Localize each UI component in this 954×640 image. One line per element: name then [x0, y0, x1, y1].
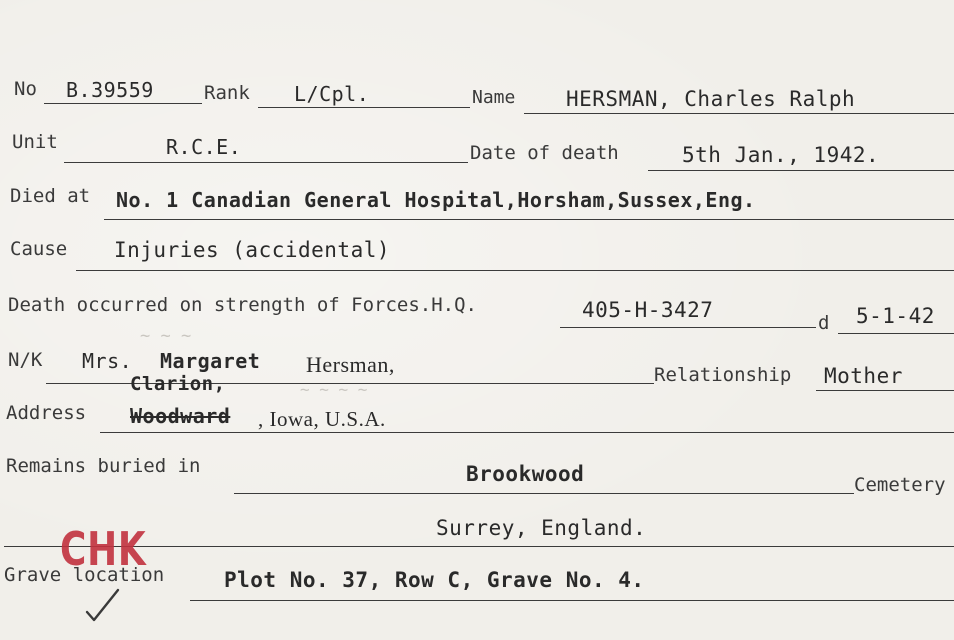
d-label: d [818, 312, 830, 334]
unit-label: Unit [12, 131, 58, 153]
unit-value: R.C.E. [166, 135, 242, 159]
rank-line [258, 107, 470, 108]
name-value: HERSMAN, Charles Ralph [566, 87, 856, 111]
no-line [44, 103, 202, 104]
date-line [648, 170, 954, 171]
grave-line [190, 600, 954, 601]
grave-location-value: Plot No. 37, Row C, Grave No. 4. [224, 568, 645, 592]
date-of-death-label: Date of death [470, 142, 619, 164]
relationship-label: Relationship [654, 364, 792, 386]
died-at-line [104, 219, 954, 220]
chk-stamp: CHK [60, 522, 147, 576]
d-value: 5-1-42 [856, 304, 935, 328]
service-number: B.39559 [66, 78, 154, 102]
died-at-label: Died at [10, 185, 91, 207]
faint-bleed-through-mark: ~ ~ ~ ~ [300, 380, 368, 399]
address-line [100, 432, 954, 433]
address-label: Address [6, 402, 87, 424]
faint-bleed-through-mark: ~ ~ ~ [140, 326, 192, 346]
next-of-kin-prefix: Mrs. [82, 349, 133, 373]
relationship-value: Mother [824, 364, 903, 388]
strength-line [560, 327, 816, 328]
relationship-line [816, 390, 954, 391]
name-label: Name [472, 87, 516, 108]
check-mark-icon [84, 586, 124, 626]
unit-line [64, 162, 468, 163]
next-of-kin-inserted-name: Margaret [160, 349, 261, 373]
forces-file-number: 405-H-3427 [582, 298, 714, 322]
rank-value: L/Cpl. [294, 82, 370, 106]
cause-label: Cause [10, 238, 68, 260]
d-line [838, 333, 954, 334]
died-at-value: No. 1 Canadian General Hospital,Horsham,Sussex,Eng. [116, 188, 756, 212]
no-label: No [14, 78, 37, 100]
next-of-kin-label: N/K [8, 349, 43, 371]
cemetery-name: Brookwood [466, 462, 585, 486]
cemetery-line [234, 493, 854, 494]
cemetery-county: Surrey, England. [436, 516, 647, 540]
grave-location-label: Grave location [4, 564, 165, 586]
cemetery-label: Cemetery [854, 474, 946, 496]
remains-label: Remains buried in [6, 455, 201, 477]
name-line [524, 113, 954, 114]
strength-label: Death occurred on strength of Forces.H.Q. [8, 294, 477, 316]
address-struck-town: Woodward [130, 404, 231, 428]
date-of-death-value: 5th Jan., 1942. [682, 143, 880, 167]
rank-label: Rank [204, 82, 250, 104]
address-inserted-town: Clarion, [130, 373, 226, 395]
next-of-kin-surname: Hersman, [306, 352, 395, 377]
cause-value: Injuries (accidental) [114, 238, 391, 262]
cause-line [76, 270, 954, 271]
address-value: , Iowa, U.S.A. [258, 407, 386, 431]
